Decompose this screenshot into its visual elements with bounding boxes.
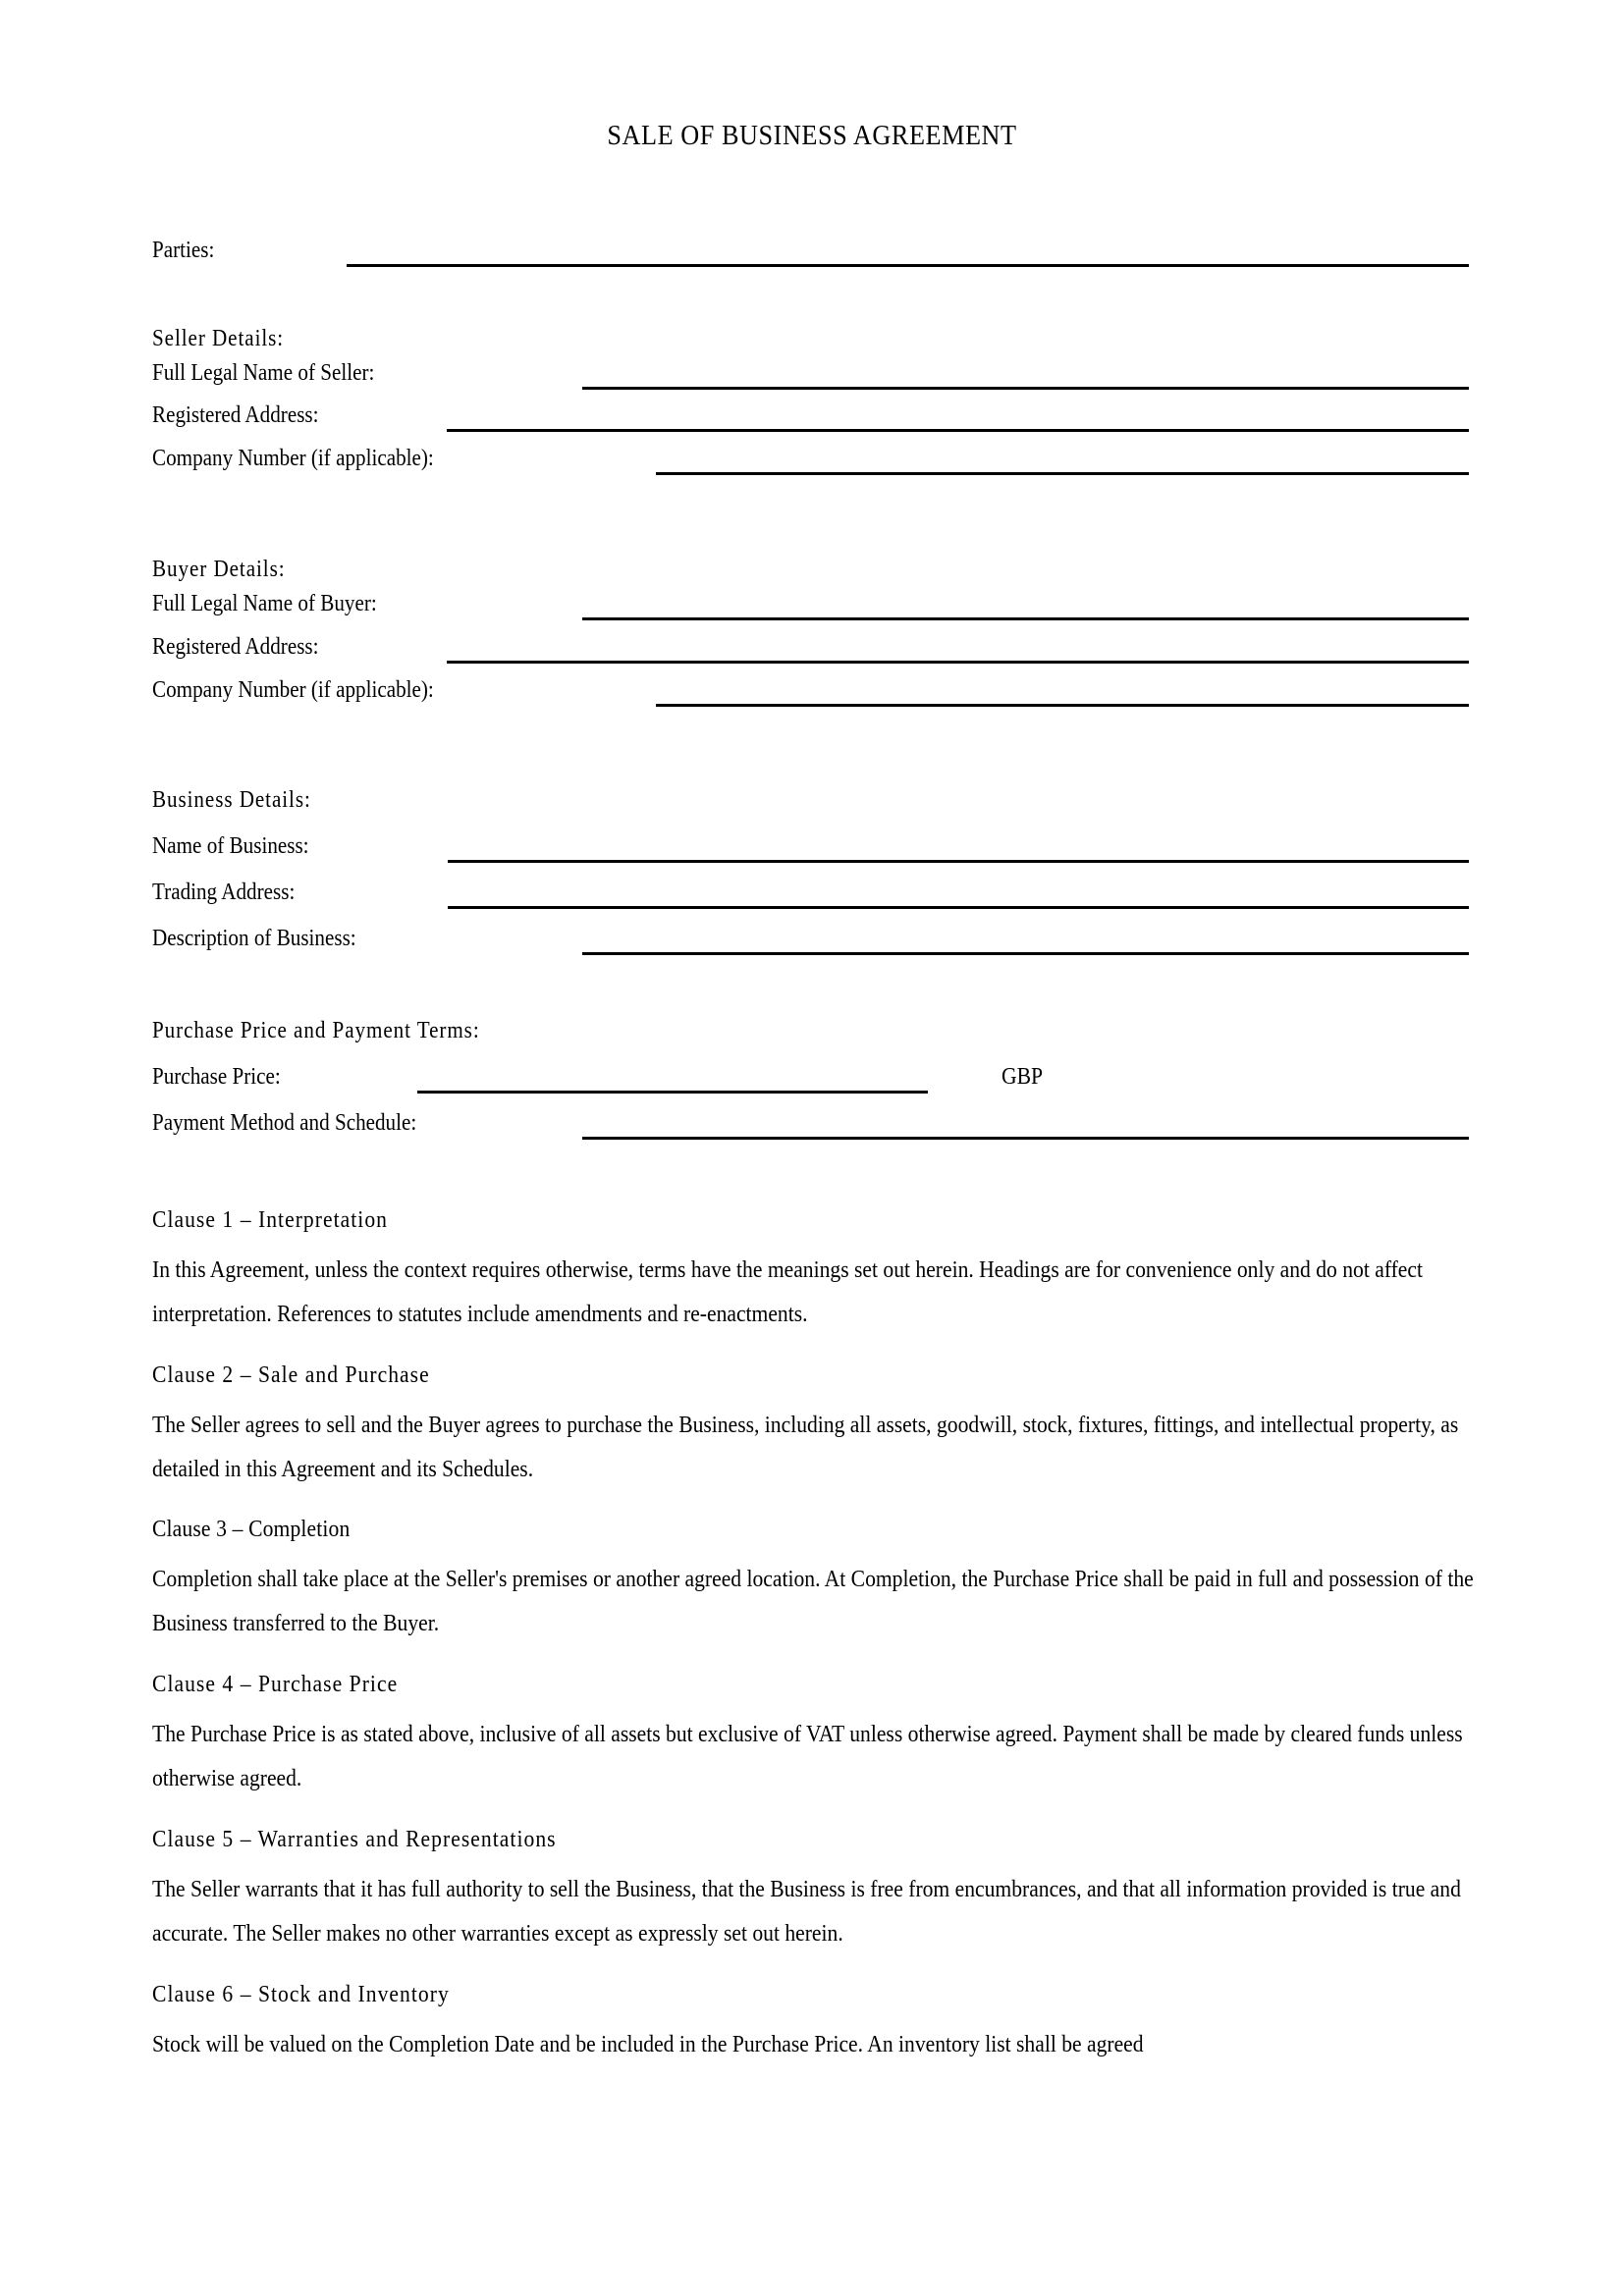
buyer-name-input-rule[interactable]	[582, 617, 1469, 620]
clause-body: In this Agreement, unless the context requires otherwise, terms have the meanings set out herein. Headings are for convenience only and do not affect interpretation. References to statutes include amendments and re-enactments.	[152, 1257, 1423, 1327]
clause-block	[152, 1205, 1473, 1337]
parties-label: Parties:	[152, 238, 215, 263]
buyer-company-number-input-rule[interactable]	[656, 704, 1469, 707]
clause-body: Completion shall take place at the Seller's premises or another agreed location. At Completion, the Purchase Price shall be paid in full and possession of the Business transferred to the Buyer.	[152, 1567, 1474, 1636]
purchase-price-label: Purchase Price:	[152, 1064, 281, 1090]
clause-body: The Seller agrees to sell and the Buyer agrees to purchase the Business, including all assets, goodwill, stock, fixtures, fittings, and intellectual property, as detailed in this Agreement and its Schedules.	[152, 1413, 1459, 1482]
business-name-label: Name of Business:	[152, 833, 309, 859]
trading-address-label: Trading Address:	[152, 880, 296, 905]
page-title: SALE OF BUSINESS AGREEMENT	[607, 121, 1017, 151]
clause-heading: Clause 6 – Stock and Inventory	[152, 1982, 450, 2007]
buyer-address-label: Registered Address:	[152, 634, 319, 660]
business-name-input-rule[interactable]	[448, 860, 1469, 863]
clause-heading: Clause 5 – Warranties and Representations	[152, 1827, 557, 1852]
seller-address-label: Registered Address:	[152, 402, 319, 428]
clause-body: Stock will be valued on the Completion Date and be included in the Purchase Price. An inventory list shall be agreed	[152, 2032, 1144, 2057]
seller-company-number-label: Company Number (if applicable):	[152, 446, 434, 471]
buyer-company-number-label: Company Number (if applicable):	[152, 677, 434, 703]
clause-body: The Purchase Price is as stated above, inclusive of all assets but exclusive of VAT unless otherwise agreed. Payment shall be made by cleared funds unless otherwise agreed.	[152, 1722, 1463, 1791]
payment-method-label: Payment Method and Schedule:	[152, 1110, 417, 1136]
clause-body: The Seller warrants that it has full authority to sell the Business, that the Business is free from encumbrances, and that all information provided is true and accurate. The Seller makes no other warranties except as expressly set out herein.	[152, 1877, 1461, 1947]
business-description-input-rule[interactable]	[582, 952, 1469, 955]
seller-details-label: Seller Details:	[152, 326, 285, 351]
clause-block	[152, 1361, 1473, 1492]
clause-heading: Clause 3 – Completion	[152, 1517, 351, 1542]
seller-name-input-rule[interactable]	[582, 387, 1469, 390]
price-terms-label: Purchase Price and Payment Terms:	[152, 1018, 480, 1043]
seller-company-number-input-rule[interactable]	[656, 472, 1469, 475]
payment-method-input-rule[interactable]	[582, 1137, 1469, 1140]
buyer-name-label: Full Legal Name of Buyer:	[152, 591, 377, 616]
clause-heading: Clause 1 – Interpretation	[152, 1207, 389, 1233]
clause-block	[152, 1825, 1473, 1956]
clause-block	[152, 1670, 1473, 1801]
purchase-price-input-rule[interactable]	[417, 1091, 928, 1094]
business-details-label: Business Details:	[152, 787, 311, 813]
clause-heading: Clause 4 – Purchase Price	[152, 1672, 399, 1697]
buyer-address-input-rule[interactable]	[447, 661, 1469, 664]
seller-address-input-rule[interactable]	[447, 429, 1469, 432]
purchase-price-currency-label: GBP	[1001, 1064, 1044, 1090]
seller-name-label: Full Legal Name of Seller:	[152, 360, 375, 386]
clause-heading: Clause 2 – Sale and Purchase	[152, 1362, 430, 1388]
parties-input-rule[interactable]	[347, 264, 1469, 267]
buyer-details-label: Buyer Details:	[152, 557, 286, 582]
clause-block	[152, 1515, 1473, 1646]
business-description-label: Description of Business:	[152, 926, 356, 951]
clause-block	[152, 1980, 1473, 2067]
trading-address-input-rule[interactable]	[448, 906, 1469, 909]
